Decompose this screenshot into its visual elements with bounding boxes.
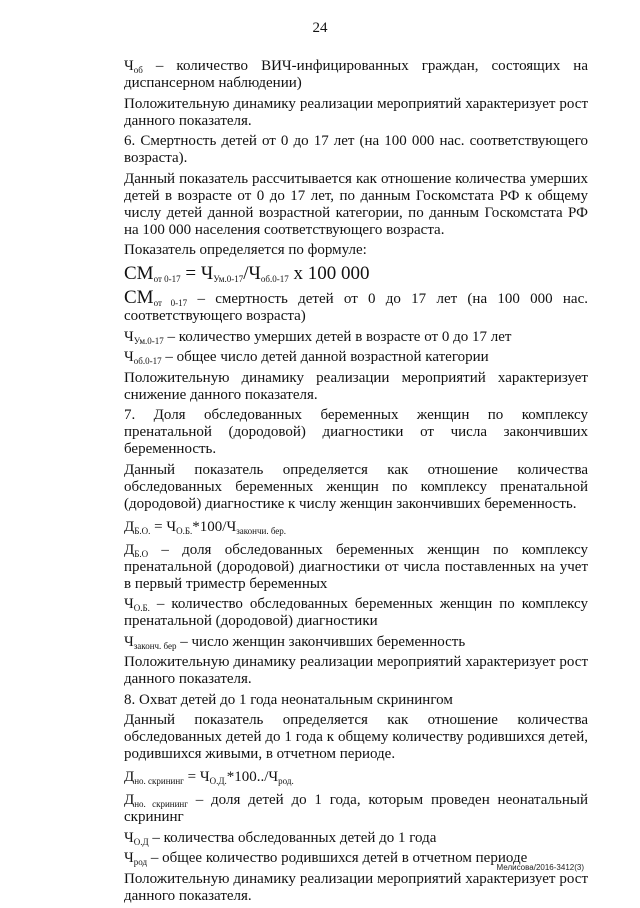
definition-ch-od: $Ч_{О.Д}$ – количества обследованных детей до 1 года	[124, 829, 437, 847]
paragraph-dynamics-2: Положительную динамику реализации мероприятий характеризует снижение данного показателя.	[124, 369, 588, 403]
footer-document-code: Мелисова/2016-3412(3)	[496, 863, 584, 872]
heading-item-7: 7. Доля обследованных беременных женщин по комплексу пренатальной (дородовой) диагностики от числа закончивших беременность.	[124, 407, 588, 457]
definition-cm: $СМ_{от 0-17}$ – смертность детей от 0 до 17 лет (на 100 000 нас. соответствующего возраста)	[124, 287, 588, 324]
formula-mortality: $СМ_{от 0-17} = Ч_{Ум.0-17}/Ч_{об.0-17}$ х 100 000	[124, 262, 370, 284]
page-number: 24	[312, 20, 328, 36]
paragraph-dynamics-4: Положительную динамику реализации мероприятий характеризует рост данного показателя.	[124, 870, 588, 904]
definition-ch-um: $Ч_{Ум.0-17}$ – количество умерших детей в возрасте от 0 до 17 лет	[124, 328, 512, 346]
definition-ch-ob: $Ч_{об}$ – количество ВИЧ-инфицированных граждан, состоящих на диспансерном наблюдении)	[124, 58, 588, 91]
definition-d-no: $Д_{но. скрининг}$ – доля детей до 1 года, которым проведен неонатальный скрининг	[124, 792, 589, 825]
definition-ch-ob-0-17: $Ч_{об.0-17}$ – общее число детей данной возрастной категории	[124, 349, 489, 366]
paragraph-formula-intro: Показатель определяется по формуле:	[124, 242, 367, 258]
definition-ch-zak: $Ч_{законч. бер}$ – число женщин закончивших беременность	[124, 633, 466, 651]
formula-screening: $Д_{но. скрининг} = Ч_{О.Д.}*100../Ч_{род.}$	[124, 769, 294, 786]
heading-item-6: 6. Смертность детей от 0 до 17 лет (на 100 000 нас. соответствующего возраста).	[124, 133, 588, 166]
heading-item-8: 8. Охват детей до 1 года неонатальным скринингом	[124, 691, 453, 708]
definition-d-bo: $Д_{Б.О}$ – доля обследованных беременных женщин по комплексу пренатальной (дородовой) диагностики от числа поставленных на учет в первый триместр беременных	[124, 541, 588, 592]
definition-ch-rod: $Ч_{род}$ – общее количество родившихся детей в отчетном периоде	[124, 850, 528, 867]
definition-ch-ob2: $Ч_{О.Б.}$ – количество обследованных беременных женщин по комплексу пренатальной (дородовой) диагностики	[124, 596, 588, 629]
paragraph-description-6: Данный показатель рассчитывается как отношение количества умерших детей в возрасте от 0 до 17 лет, по данным Госкомстата РФ к общему числу детей данной возрастной категории, по данным Госкомстата РФ на 100 000 населения соответствующего возраста.	[124, 170, 588, 238]
paragraph-description-7: Данный показатель определяется как отношение количества обследованных беременных женщин по комплексу пренатальной (дородовой) диагностике к числу женщин закончивших беременность.	[124, 461, 588, 512]
paragraph-description-8: Данный показатель определяется как отношение количества обследованных детей до 1 года к общему количеству родившихся детей, родившихся живыми, в отчетном периоде.	[124, 712, 588, 762]
document-body	[124, 58, 588, 908]
paragraph-dynamics-3: Положительную динамику реализации мероприятий характеризует рост данного показателя.	[124, 654, 588, 687]
paragraph-dynamics-1: Положительную динамику реализации мероприятий характеризует рост данного показателя.	[124, 95, 588, 129]
formula-pregnant-share: $Д_{Б.О.} = Ч_{О.Б.}*100/Ч_{закончи. бер.}$	[124, 518, 287, 536]
